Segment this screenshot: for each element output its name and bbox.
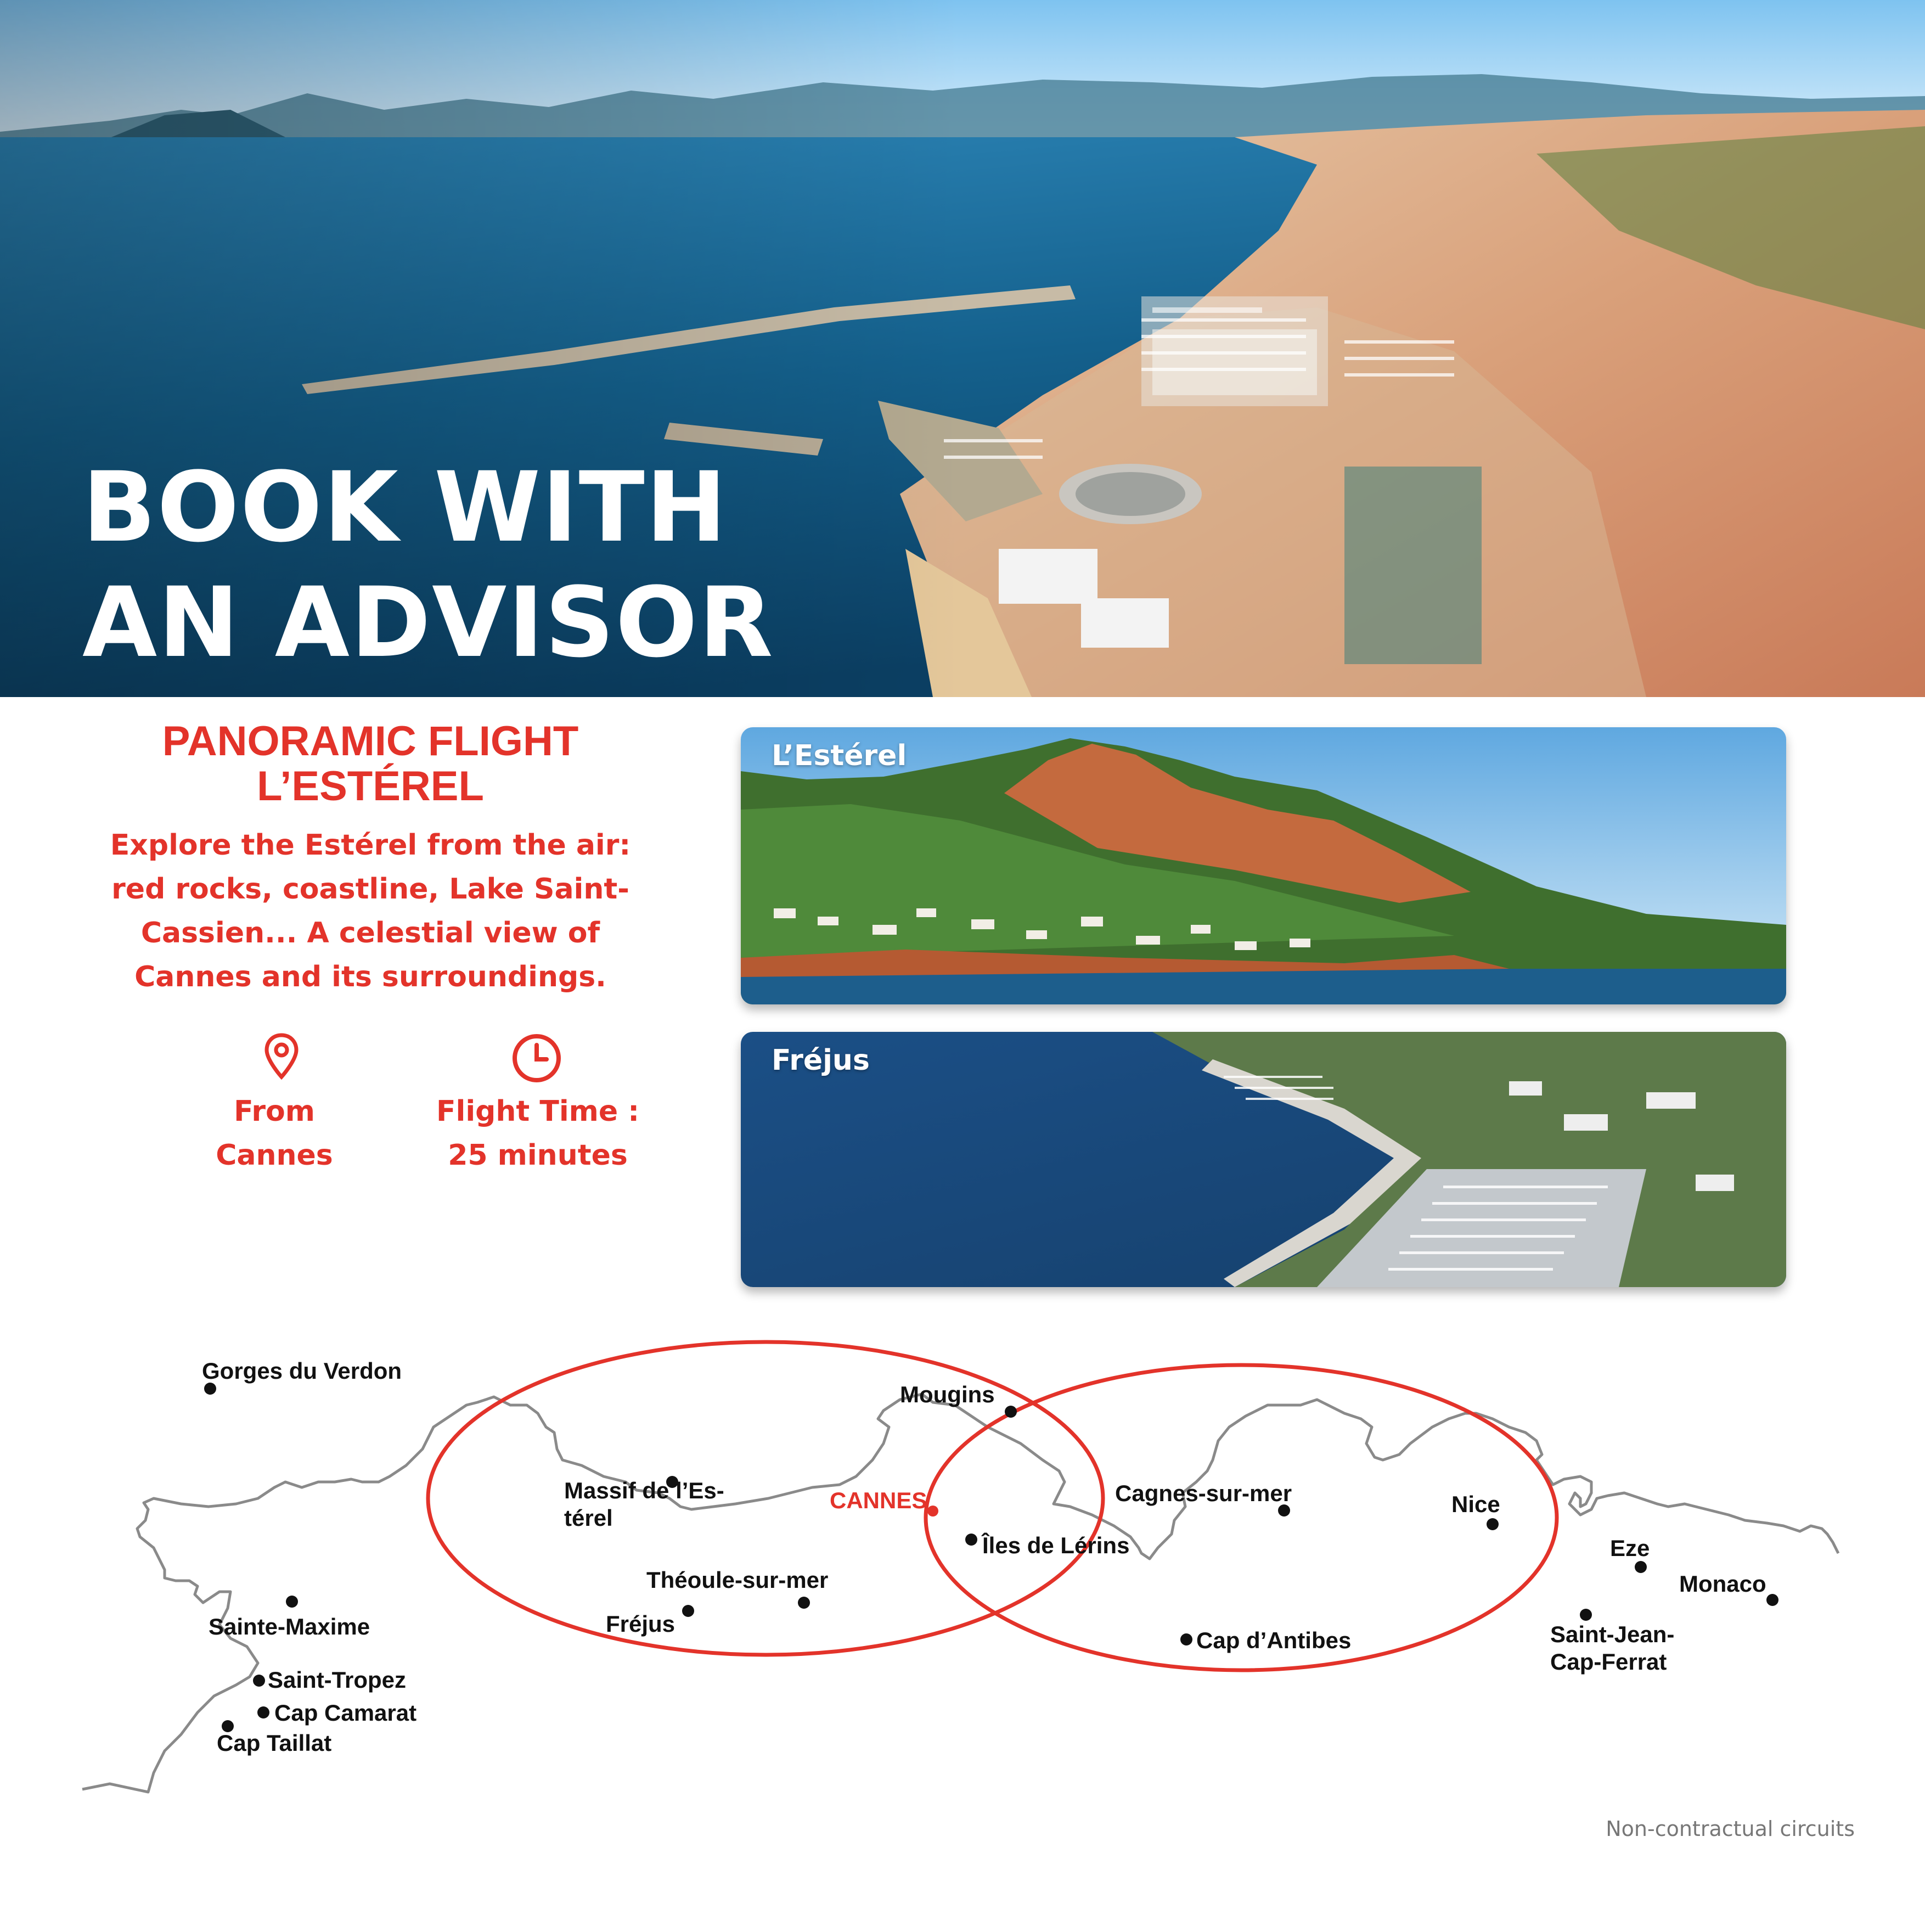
- flight-description: Explore the Estérel from the air: red rocks, coastline, Lake Saint-Cassien... A celestial view of Cannes and its surroundings.: [110, 829, 631, 993]
- departure-info: [181, 1089, 368, 1177]
- frejus-photo-card: [741, 1032, 1786, 1287]
- point-cap-antibes: [1180, 1633, 1192, 1645]
- esterel-photo-card: [741, 727, 1786, 1004]
- label-monaco: Monaco: [1679, 1571, 1766, 1597]
- label-massif-1: Massif de l’Es-: [564, 1478, 724, 1503]
- label-cannes: CANNES: [830, 1487, 927, 1513]
- point-gorges: [204, 1383, 216, 1395]
- label-saint-jean-1: Saint-Jean-: [1550, 1621, 1675, 1647]
- flight-time-info: [417, 1089, 658, 1177]
- footnote: Non-contractual circuits: [1606, 1817, 1855, 1841]
- flight-title: PANORAMIC FLIGHT L’ESTÉREL: [162, 718, 579, 810]
- point-cagnes: [1278, 1504, 1290, 1517]
- hero-title: BOOK WITH AN ADVISOR: [82, 451, 774, 679]
- point-sainte-maxime: [286, 1596, 298, 1608]
- frejus-photo: [741, 1032, 1786, 1287]
- hero-banner: [0, 0, 1925, 697]
- label-frejus: Fréjus: [606, 1611, 676, 1637]
- label-cagnes: Cagnes-sur-mer: [1115, 1480, 1292, 1506]
- label-lerins: Îles de Lérins: [982, 1532, 1130, 1558]
- flight-time-label: Flight Time :: [436, 1095, 640, 1128]
- map-pin-icon: [262, 1032, 301, 1081]
- label-mougins: Mougins: [900, 1381, 995, 1407]
- label-gorges: Gorges du Verdon: [202, 1358, 402, 1384]
- flight-time-value: 25 minutes: [448, 1139, 628, 1172]
- label-saint-jean-2: Cap-Ferrat: [1550, 1649, 1667, 1675]
- point-cannes: [927, 1506, 938, 1517]
- point-theoule: [798, 1597, 810, 1609]
- point-nice: [1487, 1518, 1499, 1530]
- clock-icon: [510, 1032, 563, 1085]
- from-city: Cannes: [216, 1139, 333, 1172]
- label-saint-tropez: Saint-Tropez: [268, 1667, 407, 1693]
- frejus-photo-label: Fréjus: [772, 1044, 870, 1077]
- from-label: From: [234, 1095, 315, 1128]
- label-theoule: Théoule-sur-mer: [646, 1567, 829, 1593]
- label-cap-camarat: Cap Camarat: [274, 1700, 417, 1726]
- point-cap-camarat: [257, 1706, 269, 1718]
- route-loop-east: [926, 1365, 1557, 1670]
- label-sainte-maxime: Sainte-Maxime: [209, 1614, 370, 1639]
- point-frejus: [682, 1605, 694, 1617]
- point-saint-jean: [1580, 1609, 1592, 1621]
- point-monaco: [1766, 1594, 1778, 1606]
- label-cap-taillat: Cap Taillat: [217, 1730, 332, 1756]
- route-map: [0, 1317, 1925, 1866]
- label-eze: Eze: [1610, 1535, 1650, 1561]
- point-lerins: [965, 1534, 977, 1546]
- point-mougins: [1005, 1406, 1017, 1418]
- coastline: [82, 1394, 1838, 1792]
- esterel-photo-label: L’Estérel: [772, 739, 907, 772]
- label-nice: Nice: [1451, 1491, 1500, 1517]
- label-massif-2: térel: [564, 1505, 613, 1531]
- label-cap-antibes: Cap d’Antibes: [1196, 1627, 1352, 1653]
- point-eze: [1635, 1561, 1647, 1573]
- flight-info: [82, 719, 658, 999]
- point-saint-tropez: [253, 1675, 265, 1687]
